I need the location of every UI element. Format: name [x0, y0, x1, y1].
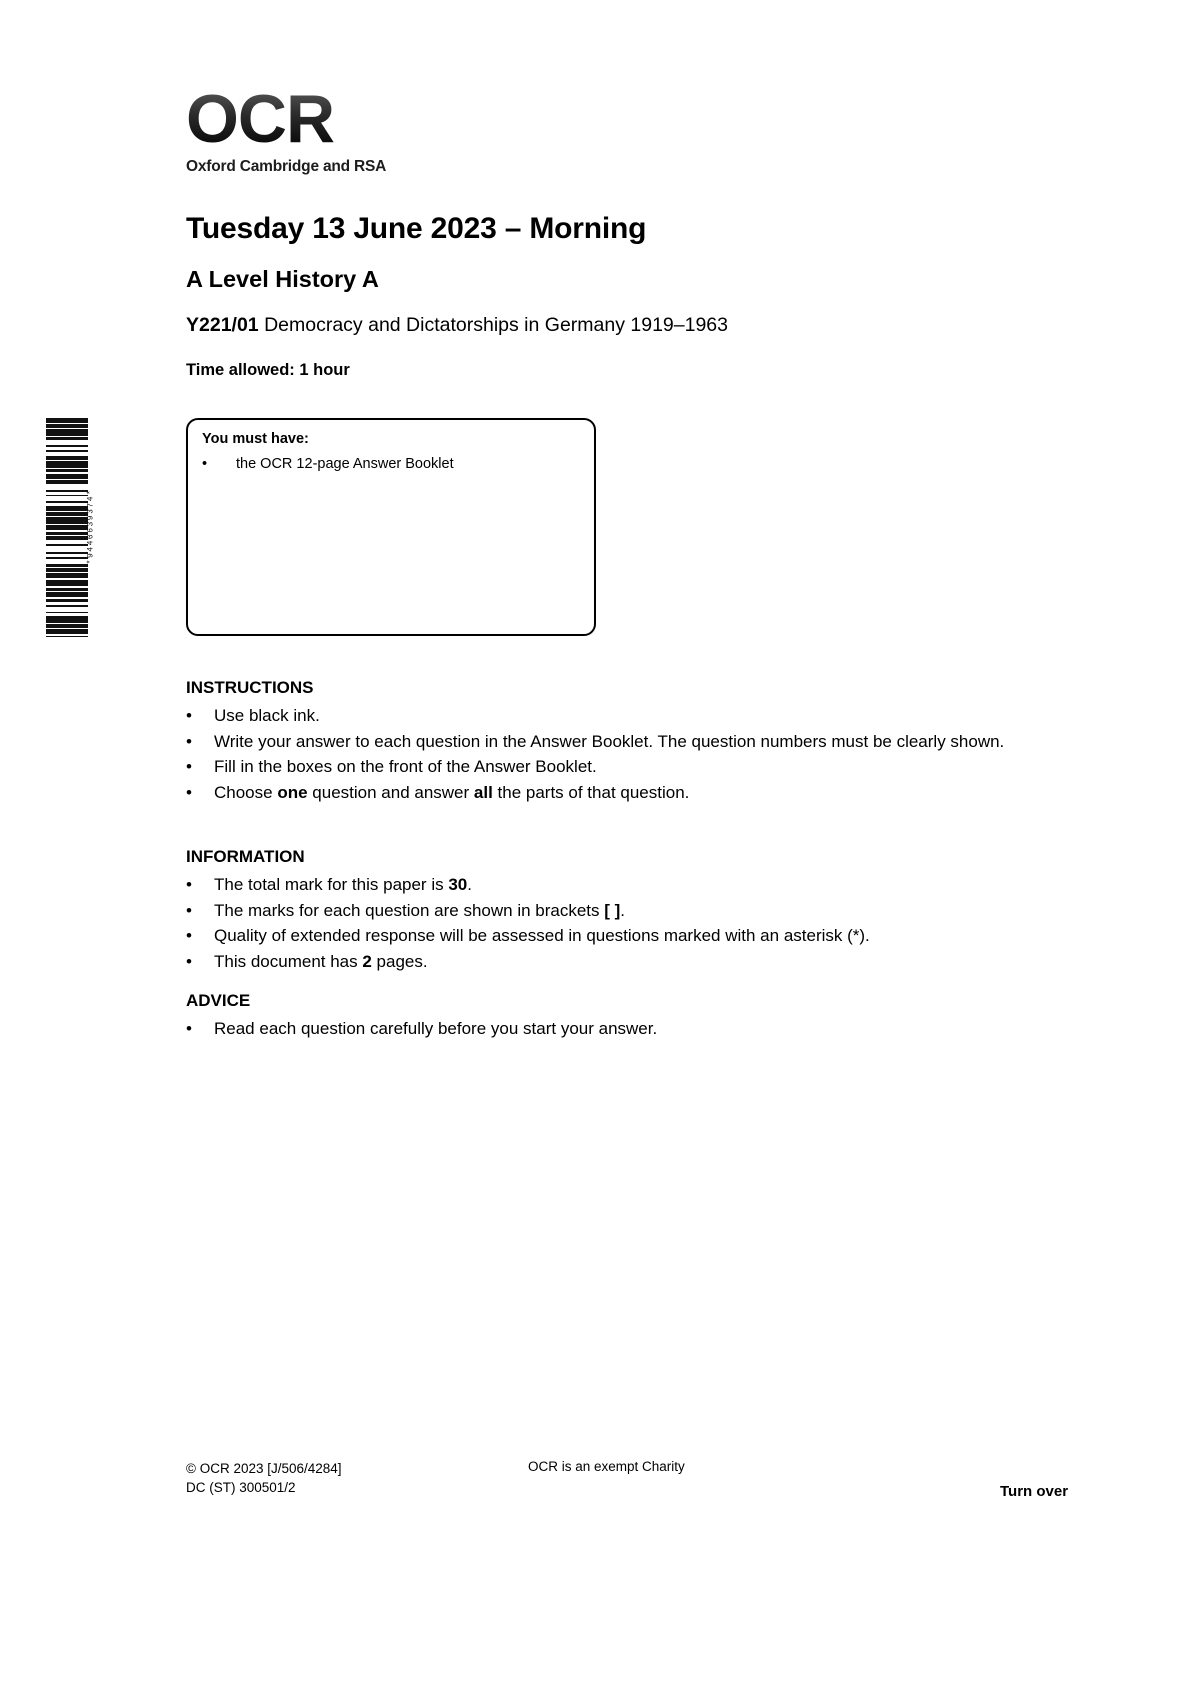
advice-list	[186, 1016, 1016, 1042]
bullet-icon: •	[186, 706, 192, 725]
footer-copyright: © OCR 2023 [J/506/4284]	[186, 1461, 342, 1476]
exam-unit-code: Y221/01	[186, 314, 259, 336]
ocr-logo-subtitle: Oxford Cambridge and RSA	[186, 158, 387, 175]
information-text: The total mark for this paper is 30.	[214, 875, 472, 894]
barcode-bar	[46, 592, 88, 597]
list-item	[186, 923, 1016, 949]
instruction-text: Write your answer to each question in the Answer Booklet. The question numbers must be clearly shown.	[214, 731, 1005, 751]
exam-qualification: A Level History A	[186, 266, 379, 292]
barcode-bar	[46, 536, 88, 539]
barcode-bar	[46, 418, 88, 423]
barcode-bar	[46, 480, 88, 483]
bullet-icon: •	[186, 782, 192, 802]
information-text: This document has 2 pages.	[214, 951, 428, 971]
barcode-bar	[46, 599, 88, 602]
barcode-bars	[46, 418, 88, 636]
barcode-bar	[46, 517, 88, 523]
bullet-icon: •	[186, 951, 192, 971]
barcode	[38, 418, 96, 636]
instruction-text: Fill in the boxes on the front of the Answer Booklet.	[214, 757, 597, 776]
exam-time-allowed: Time allowed: 1 hour	[186, 361, 350, 379]
barcode-value: *9440639374*	[86, 488, 96, 565]
list-item	[186, 949, 1016, 975]
barcode-bar	[46, 506, 88, 511]
footer-charity-note: OCR is an exempt Charity	[528, 1459, 685, 1474]
barcode-bar	[46, 532, 88, 535]
barcode-bar	[46, 456, 88, 459]
list-item	[186, 872, 1016, 898]
barcode-bar	[46, 495, 88, 497]
information-text: Quality of extended response will be assessed in questions marked with an asterisk (*).	[214, 926, 870, 945]
instructions-heading: INSTRUCTIONS	[186, 678, 314, 697]
bullet-icon: •	[186, 900, 192, 920]
barcode-bar	[46, 512, 88, 515]
footer-left	[186, 1459, 342, 1497]
barcode-bar	[46, 525, 88, 530]
must-have-list	[202, 454, 582, 474]
advice-section	[186, 991, 1016, 1042]
barcode-bar	[46, 469, 88, 472]
barcode-bar	[46, 424, 88, 427]
information-text: The marks for each question are shown in brackets [ ].	[214, 900, 626, 920]
barcode-bar	[46, 450, 88, 452]
barcode-bar	[46, 544, 88, 546]
advice-heading: ADVICE	[186, 991, 251, 1010]
barcode-bar	[46, 557, 88, 559]
exam-unit-line	[186, 314, 728, 337]
information-heading: INFORMATION	[186, 847, 305, 866]
barcode-bar	[46, 573, 88, 578]
barcode-bar	[46, 552, 88, 554]
instruction-text: Use black ink.	[214, 706, 320, 725]
barcode-bar	[46, 605, 88, 607]
barcode-bar	[46, 461, 88, 467]
barcode-bar	[46, 616, 88, 622]
must-have-item-text: the OCR 12-page Answer Booklet	[236, 456, 454, 472]
bullet-icon: •	[202, 456, 208, 472]
list-item	[202, 454, 582, 474]
list-item	[186, 1016, 1016, 1042]
barcode-bar	[46, 437, 88, 440]
barcode-bar	[46, 445, 88, 447]
list-item	[186, 729, 1016, 755]
ocr-logo-text: OCR	[186, 84, 446, 154]
must-have-title: You must have:	[202, 431, 309, 447]
barcode-bar	[46, 629, 88, 634]
barcode-bar	[46, 564, 88, 567]
bullet-icon: •	[186, 731, 192, 751]
barcode-bar	[46, 568, 88, 571]
ocr-logo	[186, 81, 446, 176]
advice-text: Read each question carefully before you start your answer.	[214, 1019, 658, 1038]
barcode-bar	[46, 490, 88, 492]
list-item	[186, 703, 1016, 729]
footer-turn-over: Turn over	[1000, 1483, 1069, 1500]
bullet-icon: •	[186, 1019, 192, 1038]
bullet-icon: •	[186, 875, 192, 894]
exam-date-session: Tuesday 13 June 2023 – Morning	[186, 212, 647, 245]
barcode-bar	[46, 429, 88, 435]
list-item	[186, 898, 1016, 924]
barcode-bar	[46, 612, 88, 614]
bullet-icon: •	[186, 926, 192, 945]
barcode-bar	[46, 501, 88, 503]
list-item	[186, 754, 1016, 780]
barcode-bar	[46, 474, 88, 479]
instructions-section	[186, 678, 1016, 805]
information-section	[186, 847, 1016, 974]
instruction-text: Choose one question and answer all the parts of that question.	[214, 782, 690, 802]
exam-unit-title: Democracy and Dictatorships in Germany 1919–1963	[264, 314, 728, 336]
barcode-bar	[46, 624, 88, 627]
barcode-bar	[46, 588, 88, 591]
barcode-bar	[46, 580, 88, 586]
list-item	[186, 780, 1016, 806]
instructions-list	[186, 703, 1016, 805]
bullet-icon: •	[186, 757, 192, 776]
footer-doc-code: DC (ST) 300501/2	[186, 1480, 296, 1495]
must-have-box	[186, 418, 596, 636]
information-list	[186, 872, 1016, 974]
